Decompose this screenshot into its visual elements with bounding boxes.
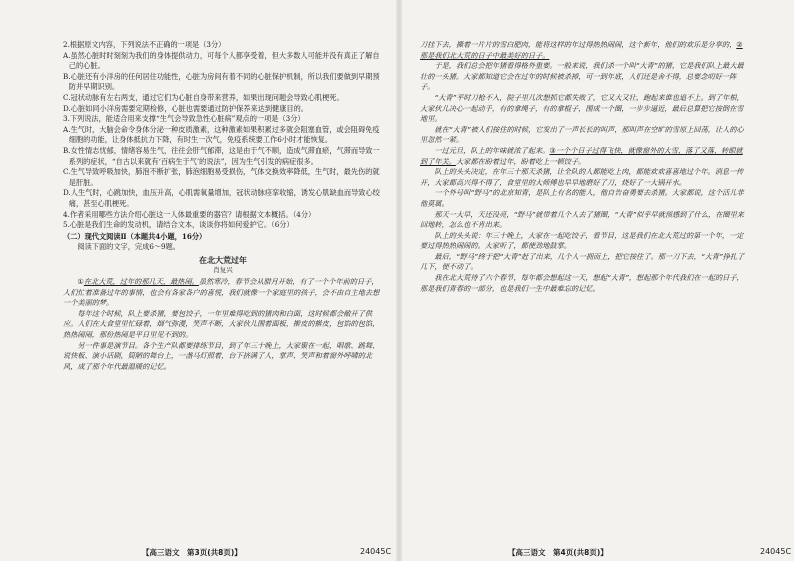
paragraph-4-text: 刀挂下去，撕着一片片的雪白肥肉，能将这样的年过得热热闹闹，这个新年，他们的欢乐是分享的， bbox=[420, 40, 737, 49]
question-5: 5.心脏是我们生命的发动机，请结合文本，谈谈你将如何爱护它。（6分） bbox=[63, 220, 294, 230]
underlined-sentence-2: ②那是我们北大荒的日子中最美好的日子。 bbox=[420, 40, 743, 60]
story-paragraph-10: 一个外号叫“野马”的北京知青，是队上有名的能人，他自告奋勇要去杀猪。大家都说，这个活儿非他莫属。 bbox=[420, 188, 744, 208]
question-2-option-c: C.冠状动脉有左右两支，通过它们为心脏自身带来营养，如果出现问题会导致心肌梗死。 bbox=[63, 92, 344, 102]
question-3-option-a: A.生气时，大脑会命令身体分泌一种皮质激素，这种激素如果积累过多就会阻塞血管，或会阻碍免疫细胞的功能，让身体抵抗力下降，有时生一次气，免疫系统要工作6小时才能恢复。 bbox=[63, 124, 380, 145]
story-paragraph-14: 我在北大荒待了六个春节，每年都会想起这一天，想起“大青”，想起那个年代我们在一起的日子，那是我们青春的一部分，也是我们一生中最难忘的记忆。 bbox=[420, 273, 744, 293]
paragraph-1-rest: 虽然寒冷，春节会从腊月开始，有了一个个年前的日子，人们忙着准备过年的事情，也会有各家各户的喜悦，我们就像一个家庭里的孩子，会不由自主地去想一个美丽的梦。 bbox=[63, 277, 380, 308]
story-paragraph-7: 就在“大青”被人们按住的时候，它发出了一声长长的叫声，那叫声在空旷的雪原上回荡，让人的心里忽然一紧。 bbox=[420, 124, 744, 145]
story-paragraph-6: “大青”平时刀枪不入，院子里几次想抓它都失败了，它又大又壮，跑起来谁也追不上。到了年根，大家伙儿决心一起动手，有的拿绳子，有的拿棍子，围成一个圈，一步步逼近，最后总算把它按倒在雪地里。 bbox=[420, 92, 744, 124]
story-paragraph-4 bbox=[420, 40, 746, 61]
story-paragraph-1 bbox=[63, 277, 383, 309]
story-paragraph-9: 队上的头头决定，在年三十那天杀猪，让全队的人都能吃上肉，都能欢欢喜喜地过个年。消息一传开，大家都高兴得不得了，食堂里的大师傅也早早地磨好了刀，烧好了一大锅开水。 bbox=[420, 167, 744, 187]
question-2-option-a: A.虽然心脏时时刻刻为我们的身体提供动力，可每个人都享受着，但大多数人可能并没有真正了解自己的心脏。 bbox=[63, 50, 380, 71]
story-paragraph-5: 于是，我们总会把年猪看得格外重要。一般来说，我们杀一个叫“大青”的猪，它是我们队上最大最壮的一头猪。大家都知道它会在过年的时候被杀掉，可一到年底，人们还是舍不得，总要念叨好一阵子。 bbox=[420, 61, 744, 92]
page-4 bbox=[420, 40, 746, 540]
question-3-option-b: B.女性情志忧郁，情绪容易生气，往往会肝气郁滞，这是由于气不顺，造成气滞血瘀，气滞而导致一系列的症状，“自古以来就有‘百病生于气’的说法”，因为生气引发的病症很多。 bbox=[63, 145, 380, 166]
question-3-option-d: D.人生气时，心跳加快，血压升高，心肌需氧量增加，冠状动脉痉挛收缩，诱发心肌缺血而导致心绞痛，甚至心肌梗死。 bbox=[63, 188, 380, 208]
story-paragraph-11: 那天一大早，天还没亮，“野马”就带着几个人去了猪圈，“大青”似乎早就预感到了什么，在圈里来回地转，怎么也不肯出来。 bbox=[420, 209, 744, 230]
underlined-sentence-3: ③一个个日子过得飞快，就像窗外的大雪，落了又落，转眼就到了年关。 bbox=[420, 145, 743, 166]
story-title: 在北大荒过年 bbox=[199, 254, 247, 265]
underlined-sentence-1: 在北大荒，过年的那几天，最热闹。 bbox=[83, 277, 199, 287]
story-paragraph-12: 队上的头头说：年三十晚上，大家在一起吃饺子，看节目，这是我们在北大荒过的第一个年，一定要过得热热闹闹的。大家听了，都使劲地鼓掌。 bbox=[420, 230, 744, 251]
reading-instruction: 阅读下面的文字，完成6～9题。 bbox=[77, 242, 180, 252]
story-paragraph-13: 最后，“野马”终于把“大青”赶了出来，几个人一拥而上，把它按住了。那一刀下去，“大青”挣扎了几下，便不动了。 bbox=[420, 251, 745, 272]
story-paragraph-8 bbox=[420, 146, 746, 167]
page-4-footer: 【高三语文 第4页(共8页)】 bbox=[508, 548, 608, 557]
paragraph-8-rest: 大家都在盼着过年，盼着吃上一顿饺子。 bbox=[455, 156, 586, 166]
exam-code-left: 24045C bbox=[360, 547, 392, 556]
paragraph-8-text: 一过元旦，队上的年味就浓了起来。 bbox=[434, 145, 550, 155]
story-paragraph-3: 另一件事是演节目。各个生产队都要排练节目，到了年三十晚上，大家聚在一起，唱歌、跳舞、说快板、演小话剧，简陋的舞台上，一盏马灯照着，台下挤满了人，掌声、笑声和着窗外呼啸的北风，成了那个年代最温暖的记忆。 bbox=[63, 340, 380, 371]
question-2-option-b: B.心脏还有小洋房的任何居住功能性，心脏为房间有着不同的心脏保护机制，所以我们要做到早期预防并早期识别。 bbox=[63, 71, 380, 92]
story-author: 肖复兴 bbox=[213, 266, 233, 275]
story-paragraph-2: 每年这个时候，队上要杀猪，要包饺子，一年里难得吃到的猪肉和白面，这时候都会敞开了供应。人们在大食堂里忙碌着，烟气弥漫，笑声不断，大家伙儿围着面板，擀皮的擀皮，包馅的包馅，热热闹闹，那份热闹是平日里见不到的。 bbox=[63, 308, 380, 340]
page-3-footer: 【高三语文 第3页(共8页)】 bbox=[142, 548, 242, 557]
question-2-stem: 2.根据原文内容，下列说法不正确的一项是（3分） bbox=[63, 40, 226, 49]
question-3-stem: 3.下列说法，能适合用来支撑“生气会导致急性心脏病”观点的一项是（3分） bbox=[63, 114, 305, 124]
question-2-option-d: D.心脏如同小洋房需要定期检修，心脏也需要通过防护保养来达到健康目的。 bbox=[63, 103, 308, 113]
paragraph-number: ① bbox=[77, 277, 84, 287]
section-heading: （二）现代文阅读Ⅱ（本题共4小题，16分） bbox=[63, 231, 207, 241]
page-3 bbox=[63, 40, 383, 540]
exam-code-right: 24045C bbox=[760, 547, 792, 556]
question-4: 4.作者采用哪些方法介绍心脏这一人体最重要的器官？请根据文本概括。（4分） bbox=[63, 209, 316, 219]
page-fold bbox=[396, 0, 402, 561]
question-3-option-c: C.生气导致呼吸加快，肺泡不断扩张，肺泡细胞易受损伤，气体交换效率降低，生气时，最先伤的就是肝脏。 bbox=[63, 167, 380, 187]
